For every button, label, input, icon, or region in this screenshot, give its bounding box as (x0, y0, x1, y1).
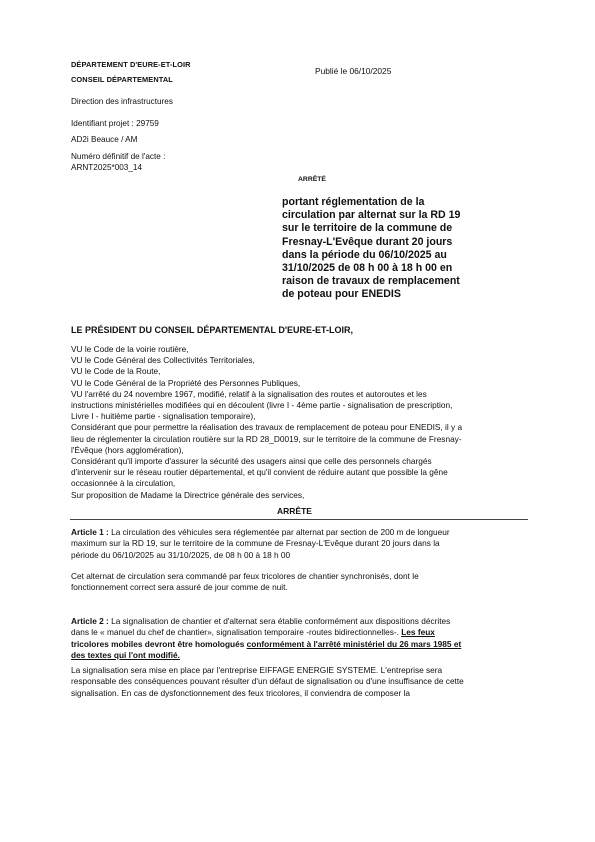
article-2-emphasis: tricolores mobiles devront être homologués (71, 638, 247, 649)
consideration-line: VU le Code Général des Collectivités Territoriales, (71, 355, 255, 366)
title-line: dans la période du 06/10/2025 au (282, 248, 447, 261)
project-identifier: Identifiant projet : 29759 (71, 119, 159, 128)
article-1-text: maximum sur la RD 19, sur le territoire de la commune de Fresnay-L'Evêque durant 20 jours dans la (71, 538, 440, 549)
department-name: DÉPARTEMENT D'EURE-ET-LOIR (71, 60, 191, 69)
title-line: circulation par alternat sur la RD 19 (282, 209, 461, 222)
consideration-line: lieu de réglementer la circulation routière sur la RD 28_D0019, sur le territoire de la commune de Fresnay- (71, 433, 462, 444)
president-heading: LE PRÉSIDENT DU CONSEIL DÉPARTEMENTAL D'EURE-ET-LOIR, (71, 325, 353, 335)
paragraph-line: fonctionnement correct sera assuré de jour comme de nuit. (71, 582, 288, 593)
consideration-line: Considérant que pour permettre la réalisation des travaux de remplacement de poteau pour ENEDIS, il y a (71, 422, 463, 433)
consideration-line: VU le Code de la Route, (71, 366, 161, 377)
paragraph-line: responsable des conséquences pouvant résulter d'un défaut de signalisation ou d'une insuffisance de cette (71, 676, 464, 687)
consideration-line: occasionnée à la circulation, (71, 478, 176, 489)
consideration-line: Sur proposition de Madame la Directrice générale des services, (71, 489, 305, 500)
article-2 (71, 616, 461, 661)
considerations-block (71, 344, 462, 501)
article-1-followup (71, 571, 419, 594)
title-line: 31/10/2025 de 08 h 00 à 18 h 00 en (282, 262, 453, 275)
act-number: ARNT2025*003_14 (71, 163, 143, 172)
office-code: AD2i Beauce / AM (71, 135, 138, 144)
publication-date: Publié le 06/10/2025 (315, 66, 392, 76)
document-title (282, 196, 461, 302)
article-2-label: Article 2 : (71, 616, 109, 626)
paragraph-line: Cet alternat de circulation sera commandé par feux tricolores de chantier synchronisés, dont le (71, 571, 419, 581)
paragraph-line: signalisation. En cas de dysfonctionnement des feux tricolores, il conviendra de composer la (71, 687, 410, 698)
article-2-followup (71, 665, 464, 699)
consideration-line: d'intervenir sur le réseau routier départemental, et qu'il convient de réduire autant que possible la gêne (71, 467, 448, 478)
direction-name: Direction des infrastructures (71, 97, 173, 106)
paragraph-line: La signalisation sera mise en place par l'entreprise EIFFAGE ENERGIE SYSTEME. L'entreprise sera (71, 665, 443, 675)
consideration-line: VU le Code Général de la Propriété des Personnes Publiques, (71, 377, 301, 388)
consideration-line: l'Évêque (hors agglomération), (71, 444, 184, 455)
consideration-line: VU l'arrêté du 24 novembre 1967, modifié, relatif à la signalisation des routes et autoroutes et les (71, 388, 427, 399)
article-1-text: période du 06/10/2025 au 31/10/2025, de 08 h 00 à 18 h 00 (71, 549, 291, 560)
title-line: portant réglementation de la (282, 196, 425, 208)
act-number-label: Numéro définitif de l'acte : (71, 152, 166, 161)
article-1 (71, 527, 450, 561)
article-1-text: La circulation des véhicules sera réglementée par alternat par section de 200 m de longueur (108, 527, 450, 537)
title-line: raison de travaux de remplacement (282, 275, 460, 288)
title-line: de poteau pour ENEDIS (282, 288, 401, 301)
council-name: CONSEIL DÉPARTEMENTAL (71, 75, 173, 84)
article-2-text: dans le « manuel du chef de chantier», signalisation temporaire -routes bidirectionnelles-. (71, 627, 402, 638)
title-line: Fresnay-L'Evêque durant 20 jours (282, 235, 453, 248)
article-2-emphasis: des textes qui l'ont modifié. (71, 649, 180, 660)
article-1-label: Article 1 : (71, 527, 109, 537)
arrete-heading: ARRÊTE (277, 506, 312, 516)
article-2-emphasis: Les feux (401, 627, 435, 638)
consideration-line: VU le Code de la voirie routière, (71, 344, 189, 354)
article-2-text: La signalisation de chantier et d'alternat sera établie conformément aux dispositions décrites (108, 616, 451, 626)
consideration-line: instructions ministérielles modifiées qui en découlent (livre I - 4ème partie - signalisation de prescription, (71, 400, 453, 411)
article-2-emphasis: conformément à l'arrêté ministériel du 26 mars 1985 et (246, 638, 462, 649)
title-line: sur le territoire de la commune de (282, 222, 453, 235)
consideration-line: Considérant qu'il importe d'assurer la sécurité des usagers ainsi que celle des personnels chargés (71, 456, 432, 467)
arrete-label: ARRÊTÉ (298, 176, 326, 183)
section-divider (70, 519, 528, 520)
consideration-line: Livre I - huitième partie - signalisation temporaire), (71, 411, 256, 422)
